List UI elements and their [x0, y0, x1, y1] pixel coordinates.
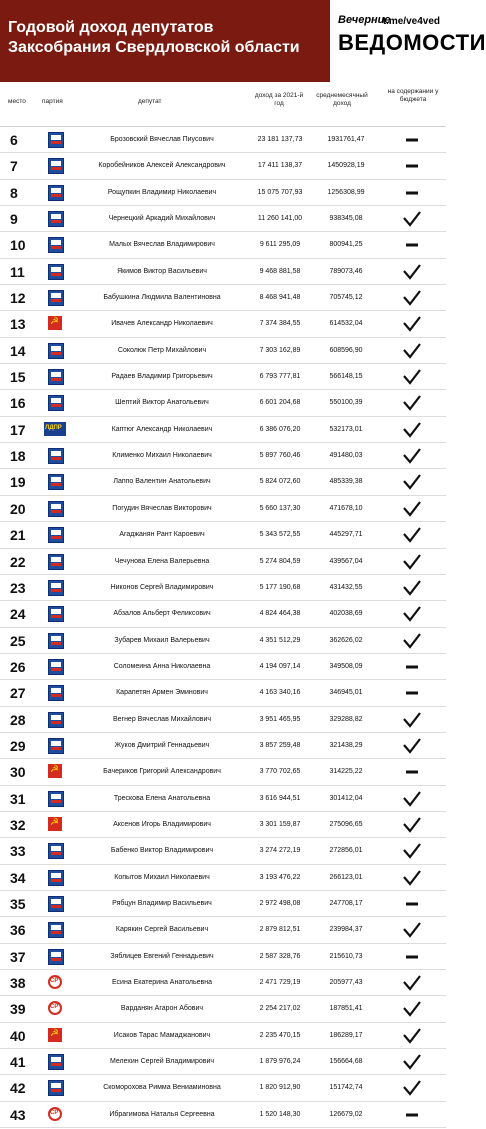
- check-icon: [400, 974, 424, 992]
- party-logo-icon: [44, 422, 66, 436]
- check-icon: [400, 790, 424, 808]
- rank: 18: [10, 448, 26, 465]
- monthly-income: 362626,02: [329, 636, 363, 644]
- deputy-name: Никонов Сергей Владимирович: [110, 583, 214, 591]
- deputies-table: [0, 127, 446, 1128]
- col-income: доход за 2021-й год: [254, 92, 304, 107]
- table-row: [0, 311, 446, 337]
- monthly-income: 485339,38: [329, 478, 363, 486]
- party-logo-icon: [48, 712, 64, 728]
- header: [0, 0, 486, 82]
- table-row: [0, 707, 446, 733]
- col-rank: место: [8, 98, 26, 105]
- deputy-name: Карапетян Армен Эминович: [116, 689, 208, 697]
- deputy-name: Якимов Виктор Васильевич: [117, 267, 207, 275]
- monthly-income: 1256308,99: [327, 188, 365, 196]
- table-row: [0, 1049, 446, 1075]
- monthly-income: 314225,22: [329, 768, 363, 776]
- table-row: [0, 759, 446, 785]
- deputy-name: Бабушкина Людмила Валентиновна: [103, 294, 221, 302]
- logo-wordmark: ВЕДОМОСТИ: [338, 30, 486, 55]
- party-logo-icon: [48, 264, 64, 280]
- annual-income: 6 601 204,68: [259, 399, 301, 407]
- deputy-name: Брозовский Вячеслав Пиусович: [110, 136, 214, 143]
- party-logo-icon: [48, 870, 64, 886]
- rank: 34: [10, 869, 26, 886]
- party-logo-icon: [48, 474, 64, 490]
- check-icon: [400, 1000, 424, 1018]
- deputy-name: Зяблицев Евгений Геннадьевич: [110, 952, 214, 960]
- monthly-income: 1931761,47: [327, 136, 365, 143]
- monthly-income: 491480,03: [329, 452, 363, 460]
- table-row: [0, 417, 446, 443]
- party-logo-icon: [48, 527, 64, 543]
- monthly-income: 301412,04: [329, 794, 363, 802]
- table-row: [0, 917, 446, 943]
- party-logo-icon: [48, 580, 64, 596]
- rank: 32: [10, 816, 26, 833]
- table-row: [0, 522, 446, 548]
- rank: 36: [10, 922, 26, 939]
- party-logo-icon: [48, 922, 64, 938]
- check-icon: [400, 263, 424, 281]
- rank: 30: [10, 764, 26, 781]
- deputy-name: Лаппо Валентин Анатольевич: [113, 478, 211, 486]
- deputy-name: Ибрагимова Наталья Сергеевна: [109, 1110, 215, 1118]
- table-row: [0, 153, 446, 179]
- monthly-income: 608596,90: [329, 346, 363, 354]
- dash-icon: [400, 948, 424, 966]
- deputy-name: Рябцун Владимир Васильевич: [112, 899, 212, 907]
- table-row: [0, 891, 446, 917]
- rank: 10: [10, 237, 26, 254]
- annual-income: 2 587 328,76: [259, 952, 301, 960]
- party-logo-icon: [48, 185, 64, 201]
- col-name: депутат: [138, 98, 162, 105]
- rank: 35: [10, 895, 26, 912]
- rank: 38: [10, 975, 26, 991]
- col-maintenance: на содержании у бюджета: [387, 88, 439, 103]
- table-row: [0, 786, 446, 812]
- annual-income: 3 274 272,19: [259, 847, 301, 855]
- dash-icon: [400, 684, 424, 702]
- rank: 22: [10, 553, 26, 570]
- col-month: среднемесячный доход: [316, 92, 368, 107]
- rank: 20: [10, 500, 26, 517]
- monthly-income: 215610,73: [329, 952, 363, 960]
- check-icon: [400, 632, 424, 650]
- annual-income: 6 793 777,81: [259, 373, 301, 381]
- table-row: [0, 232, 446, 258]
- table-row: [0, 338, 446, 364]
- annual-income: 4 351 512,29: [259, 636, 301, 644]
- party-logo-icon: [48, 343, 64, 359]
- monthly-income: 439567,04: [329, 557, 363, 565]
- monthly-income: 186289,17: [329, 1031, 363, 1039]
- table-row: [0, 996, 446, 1022]
- page-title: Годовой доход депутатов Заксобрания Свердловской области: [8, 19, 300, 56]
- monthly-income: 431432,55: [329, 583, 363, 591]
- rank: 42: [10, 1080, 26, 1097]
- deputy-name: Клименко Михаил Николаевич: [112, 452, 212, 460]
- dash-icon: [400, 895, 424, 913]
- check-icon: [400, 473, 424, 491]
- rank: 17: [10, 421, 26, 438]
- check-icon: [400, 421, 424, 439]
- deputy-name: Чернецкий Аркадий Михайлович: [108, 215, 216, 223]
- deputy-name: Соломеина Анна Николаевна: [113, 662, 211, 670]
- dash-icon: [400, 236, 424, 254]
- party-logo-icon: [48, 975, 62, 989]
- rank: 28: [10, 711, 26, 728]
- monthly-income: 239984,37: [329, 926, 363, 934]
- monthly-income: 566148,15: [329, 373, 363, 381]
- party-logo-icon: [48, 1080, 64, 1096]
- table-row: [0, 549, 446, 575]
- rank: 11: [10, 263, 25, 280]
- table-row: [0, 496, 446, 522]
- annual-income: 1 820 912,90: [259, 1084, 301, 1092]
- dash-icon: [400, 1106, 424, 1124]
- monthly-income: 205977,43: [329, 979, 363, 986]
- deputy-name: Радаев Владимир Григорьевич: [111, 373, 213, 381]
- check-icon: [400, 289, 424, 307]
- check-icon: [400, 526, 424, 544]
- deputy-name: Аксенов Игорь Владимирович: [113, 820, 211, 828]
- party-logo-icon: [48, 554, 64, 570]
- party-logo-icon: [48, 1054, 64, 1070]
- table-row: [0, 838, 446, 864]
- dash-icon: [400, 157, 424, 175]
- monthly-income: 321438,29: [329, 741, 363, 749]
- col-party: партия: [42, 98, 63, 105]
- deputy-name: Коробейников Алексей Александрович: [98, 162, 226, 170]
- rank: 37: [10, 948, 26, 965]
- annual-income: 2 471 729,19: [259, 979, 301, 986]
- table-row: [0, 206, 446, 232]
- deputy-name: Исаков Тарас Мамаджанович: [113, 1031, 211, 1039]
- deputy-name: Карякин Сергей Васильевич: [115, 926, 209, 934]
- table-row: [0, 180, 446, 206]
- check-icon: [400, 605, 424, 623]
- deputy-name: Бачериков Григорий Александрович: [103, 768, 221, 776]
- deputy-name: Вегнер Вячеслав Михайлович: [112, 715, 212, 723]
- table-row: [0, 628, 446, 654]
- annual-income: 2 879 812,51: [259, 926, 301, 934]
- monthly-income: 800941,25: [329, 241, 363, 249]
- party-logo-icon: [48, 1028, 62, 1042]
- annual-income: 2 254 217,02: [259, 1005, 301, 1013]
- deputy-name: Бабенко Виктор Владимирович: [110, 847, 214, 855]
- annual-income: 4 163 340,16: [259, 689, 301, 697]
- logo: [330, 0, 486, 82]
- dash-icon: [400, 184, 424, 202]
- rank: 12: [10, 290, 26, 307]
- table-row: [0, 654, 446, 680]
- annual-income: 9 611 295,09: [259, 241, 301, 249]
- party-logo-icon: [48, 791, 64, 807]
- monthly-income: 126679,02: [329, 1110, 363, 1118]
- annual-income: 4 824 464,38: [259, 610, 301, 618]
- table-row: [0, 443, 446, 469]
- deputy-name: Агаджанян Рант Кароевич: [119, 531, 205, 539]
- check-icon: [400, 1053, 424, 1071]
- logo-subtitle: Вечерние: [338, 14, 391, 26]
- table-row: [0, 1075, 446, 1101]
- rank: 33: [10, 843, 26, 860]
- party-logo-icon: [48, 633, 64, 649]
- rank: 7: [10, 158, 18, 175]
- annual-income: 7 374 384,55: [259, 320, 301, 328]
- rank: 6: [10, 132, 18, 148]
- party-logo-icon: [48, 369, 64, 385]
- table-row: [0, 127, 446, 153]
- table-row: [0, 970, 446, 996]
- rank: 13: [10, 316, 26, 333]
- deputy-name: Ивачев Александр Николаевич: [111, 320, 213, 328]
- party-logo-icon: [48, 896, 64, 912]
- monthly-income: 705745,12: [329, 294, 363, 302]
- party-logo-icon: [48, 237, 64, 253]
- party-logo-icon: [48, 211, 64, 227]
- rank: 19: [10, 474, 26, 491]
- deputy-name: Мелехин Сергей Владимирович: [109, 1058, 215, 1066]
- table-row: [0, 601, 446, 627]
- deputy-name: Шептий Виктор Анатольевич: [115, 399, 209, 407]
- annual-income: 23 181 137,73: [257, 136, 303, 143]
- rank: 21: [10, 527, 26, 544]
- check-icon: [400, 447, 424, 465]
- party-logo-icon: [48, 606, 64, 622]
- table-row: [0, 469, 446, 495]
- check-icon: [400, 553, 424, 571]
- annual-income: 3 193 476,22: [259, 873, 301, 881]
- monthly-income: 550100,39: [329, 399, 363, 407]
- table-row: [0, 812, 446, 838]
- check-icon: [400, 1079, 424, 1097]
- deputy-name: Соколюк Петр Михайлович: [117, 346, 207, 354]
- monthly-income: 151742,74: [329, 1084, 363, 1092]
- column-headers: [0, 82, 446, 127]
- annual-income: 5 274 804,59: [259, 557, 301, 565]
- deputy-name: Рощупкин Владимир Николаевич: [107, 188, 217, 196]
- rank: 27: [10, 685, 26, 702]
- annual-income: 7 303 162,89: [259, 346, 301, 354]
- monthly-income: 187851,41: [329, 1005, 363, 1013]
- table-row: [0, 1102, 446, 1128]
- table-row: [0, 944, 446, 970]
- deputy-name: Варданян Агарон Абович: [120, 1005, 204, 1013]
- party-logo-icon: [48, 843, 64, 859]
- monthly-income: 275096,65: [329, 820, 363, 828]
- party-logo-icon: [48, 448, 64, 464]
- annual-income: 2 235 470,15: [259, 1031, 301, 1039]
- party-logo-icon: [48, 949, 64, 965]
- deputy-name: Зубарев Михаил Валерьевич: [114, 636, 210, 644]
- annual-income: 6 386 076,20: [259, 425, 301, 433]
- annual-income: 3 616 944,51: [259, 794, 301, 802]
- check-icon: [400, 500, 424, 518]
- monthly-income: 445297,71: [329, 531, 363, 539]
- annual-income: 8 468 941,48: [259, 294, 301, 302]
- party-logo-icon: [48, 316, 62, 330]
- party-logo-icon: [48, 659, 64, 675]
- monthly-income: 532173,01: [329, 425, 363, 433]
- party-logo-icon: [48, 158, 64, 174]
- check-icon: [400, 315, 424, 333]
- monthly-income: 471678,10: [329, 504, 363, 512]
- annual-income: 3 857 259,48: [259, 741, 301, 749]
- rank: 24: [10, 606, 26, 623]
- party-logo-icon: [48, 1001, 62, 1015]
- annual-income: 5 824 072,60: [259, 478, 301, 486]
- rank: 39: [10, 1001, 26, 1018]
- monthly-income: 789073,46: [329, 267, 363, 275]
- monthly-income: 329288,82: [329, 715, 363, 723]
- check-icon: [400, 869, 424, 887]
- dash-icon: [400, 131, 424, 149]
- rank: 40: [10, 1027, 26, 1044]
- annual-income: 4 194 097,14: [259, 662, 301, 670]
- annual-income: 3 951 465,95: [259, 715, 301, 723]
- monthly-income: 272856,01: [329, 847, 363, 855]
- monthly-income: 349508,09: [329, 662, 363, 670]
- table-row: [0, 865, 446, 891]
- monthly-income: 266123,01: [329, 873, 363, 881]
- table-row: [0, 1023, 446, 1049]
- table-row: [0, 575, 446, 601]
- check-icon: [400, 921, 424, 939]
- table-row: [0, 285, 446, 311]
- rank: 14: [10, 342, 26, 359]
- party-logo-icon: [48, 395, 64, 411]
- rank: 15: [10, 369, 26, 386]
- party-logo-icon: [48, 685, 64, 701]
- table-row: [0, 733, 446, 759]
- rank: 23: [10, 579, 26, 596]
- check-icon: [400, 711, 424, 729]
- telegram-link[interactable]: t.me/ve4ved: [382, 16, 440, 27]
- deputy-name: Трескова Елена Анатольевна: [113, 794, 211, 802]
- annual-income: 9 468 881,58: [259, 267, 301, 275]
- monthly-income: 402038,69: [329, 610, 363, 618]
- annual-income: 15 075 707,93: [257, 188, 303, 196]
- rank: 31: [10, 790, 26, 807]
- monthly-income: 156664,68: [329, 1058, 363, 1066]
- rank: 8: [10, 184, 18, 201]
- deputy-name: Чечунова Елена Валерьевна: [114, 557, 210, 565]
- dash-icon: [400, 763, 424, 781]
- annual-income: 5 897 760,46: [259, 452, 301, 460]
- monthly-income: 247708,17: [329, 899, 363, 907]
- annual-income: 2 972 498,08: [259, 899, 301, 907]
- party-logo-icon: [48, 290, 64, 306]
- annual-income: 5 177 190,68: [259, 583, 301, 591]
- table-row: [0, 680, 446, 706]
- monthly-income: 938345,08: [329, 215, 363, 223]
- check-icon: [400, 342, 424, 360]
- party-logo-icon: [48, 738, 64, 754]
- deputy-name: Копытов Михаил Николаевич: [114, 873, 210, 881]
- party-logo-icon: [48, 764, 62, 778]
- table-row: [0, 259, 446, 285]
- annual-income: 5 343 572,55: [259, 531, 301, 539]
- check-icon: [400, 210, 424, 228]
- check-icon: [400, 842, 424, 860]
- annual-income: 5 660 137,30: [259, 504, 301, 512]
- annual-income: 1 879 976,24: [259, 1058, 301, 1066]
- party-logo-icon: [48, 1107, 62, 1121]
- rank: 16: [10, 395, 26, 412]
- monthly-income: 346945,01: [329, 689, 363, 697]
- rank: 29: [10, 737, 26, 754]
- annual-income: 11 260 141,00: [257, 215, 303, 223]
- table-row: [0, 364, 446, 390]
- dash-icon: [400, 658, 424, 676]
- party-logo-icon: [48, 817, 62, 831]
- annual-income: 3 301 159,87: [259, 820, 301, 828]
- deputy-name: Есина Екатерина Анатольевна: [111, 979, 213, 986]
- check-icon: [400, 368, 424, 386]
- rank: 9: [10, 211, 18, 228]
- annual-income: 3 770 702,65: [259, 768, 301, 776]
- deputy-name: Жуков Дмитрий Геннадьевич: [114, 741, 210, 749]
- table-row: [0, 390, 446, 416]
- check-icon: [400, 1027, 424, 1045]
- monthly-income: 1450928,19: [327, 162, 365, 170]
- party-logo-icon: [48, 132, 64, 148]
- deputy-name: Скоморохова Римма Вениаминовна: [103, 1084, 221, 1092]
- monthly-income: 614532,04: [329, 320, 363, 328]
- deputy-name: Погудин Вячеслав Викторович: [112, 504, 212, 512]
- check-icon: [400, 737, 424, 755]
- deputy-name: Малых Вячеслав Владимирович: [109, 241, 215, 249]
- annual-income: 17 411 138,37: [257, 162, 303, 170]
- party-logo-icon: [48, 501, 64, 517]
- check-icon: [400, 579, 424, 597]
- check-icon: [400, 394, 424, 412]
- annual-income: 1 520 148,30: [259, 1110, 301, 1118]
- rank: 26: [10, 658, 26, 675]
- rank: 25: [10, 632, 26, 649]
- check-icon: [400, 816, 424, 834]
- rank: 41: [10, 1054, 26, 1071]
- rank: 43: [10, 1106, 26, 1123]
- deputy-name: Абзалов Альберт Феликсович: [113, 610, 211, 618]
- deputy-name: Каптюг Александр Николаевич: [111, 425, 213, 433]
